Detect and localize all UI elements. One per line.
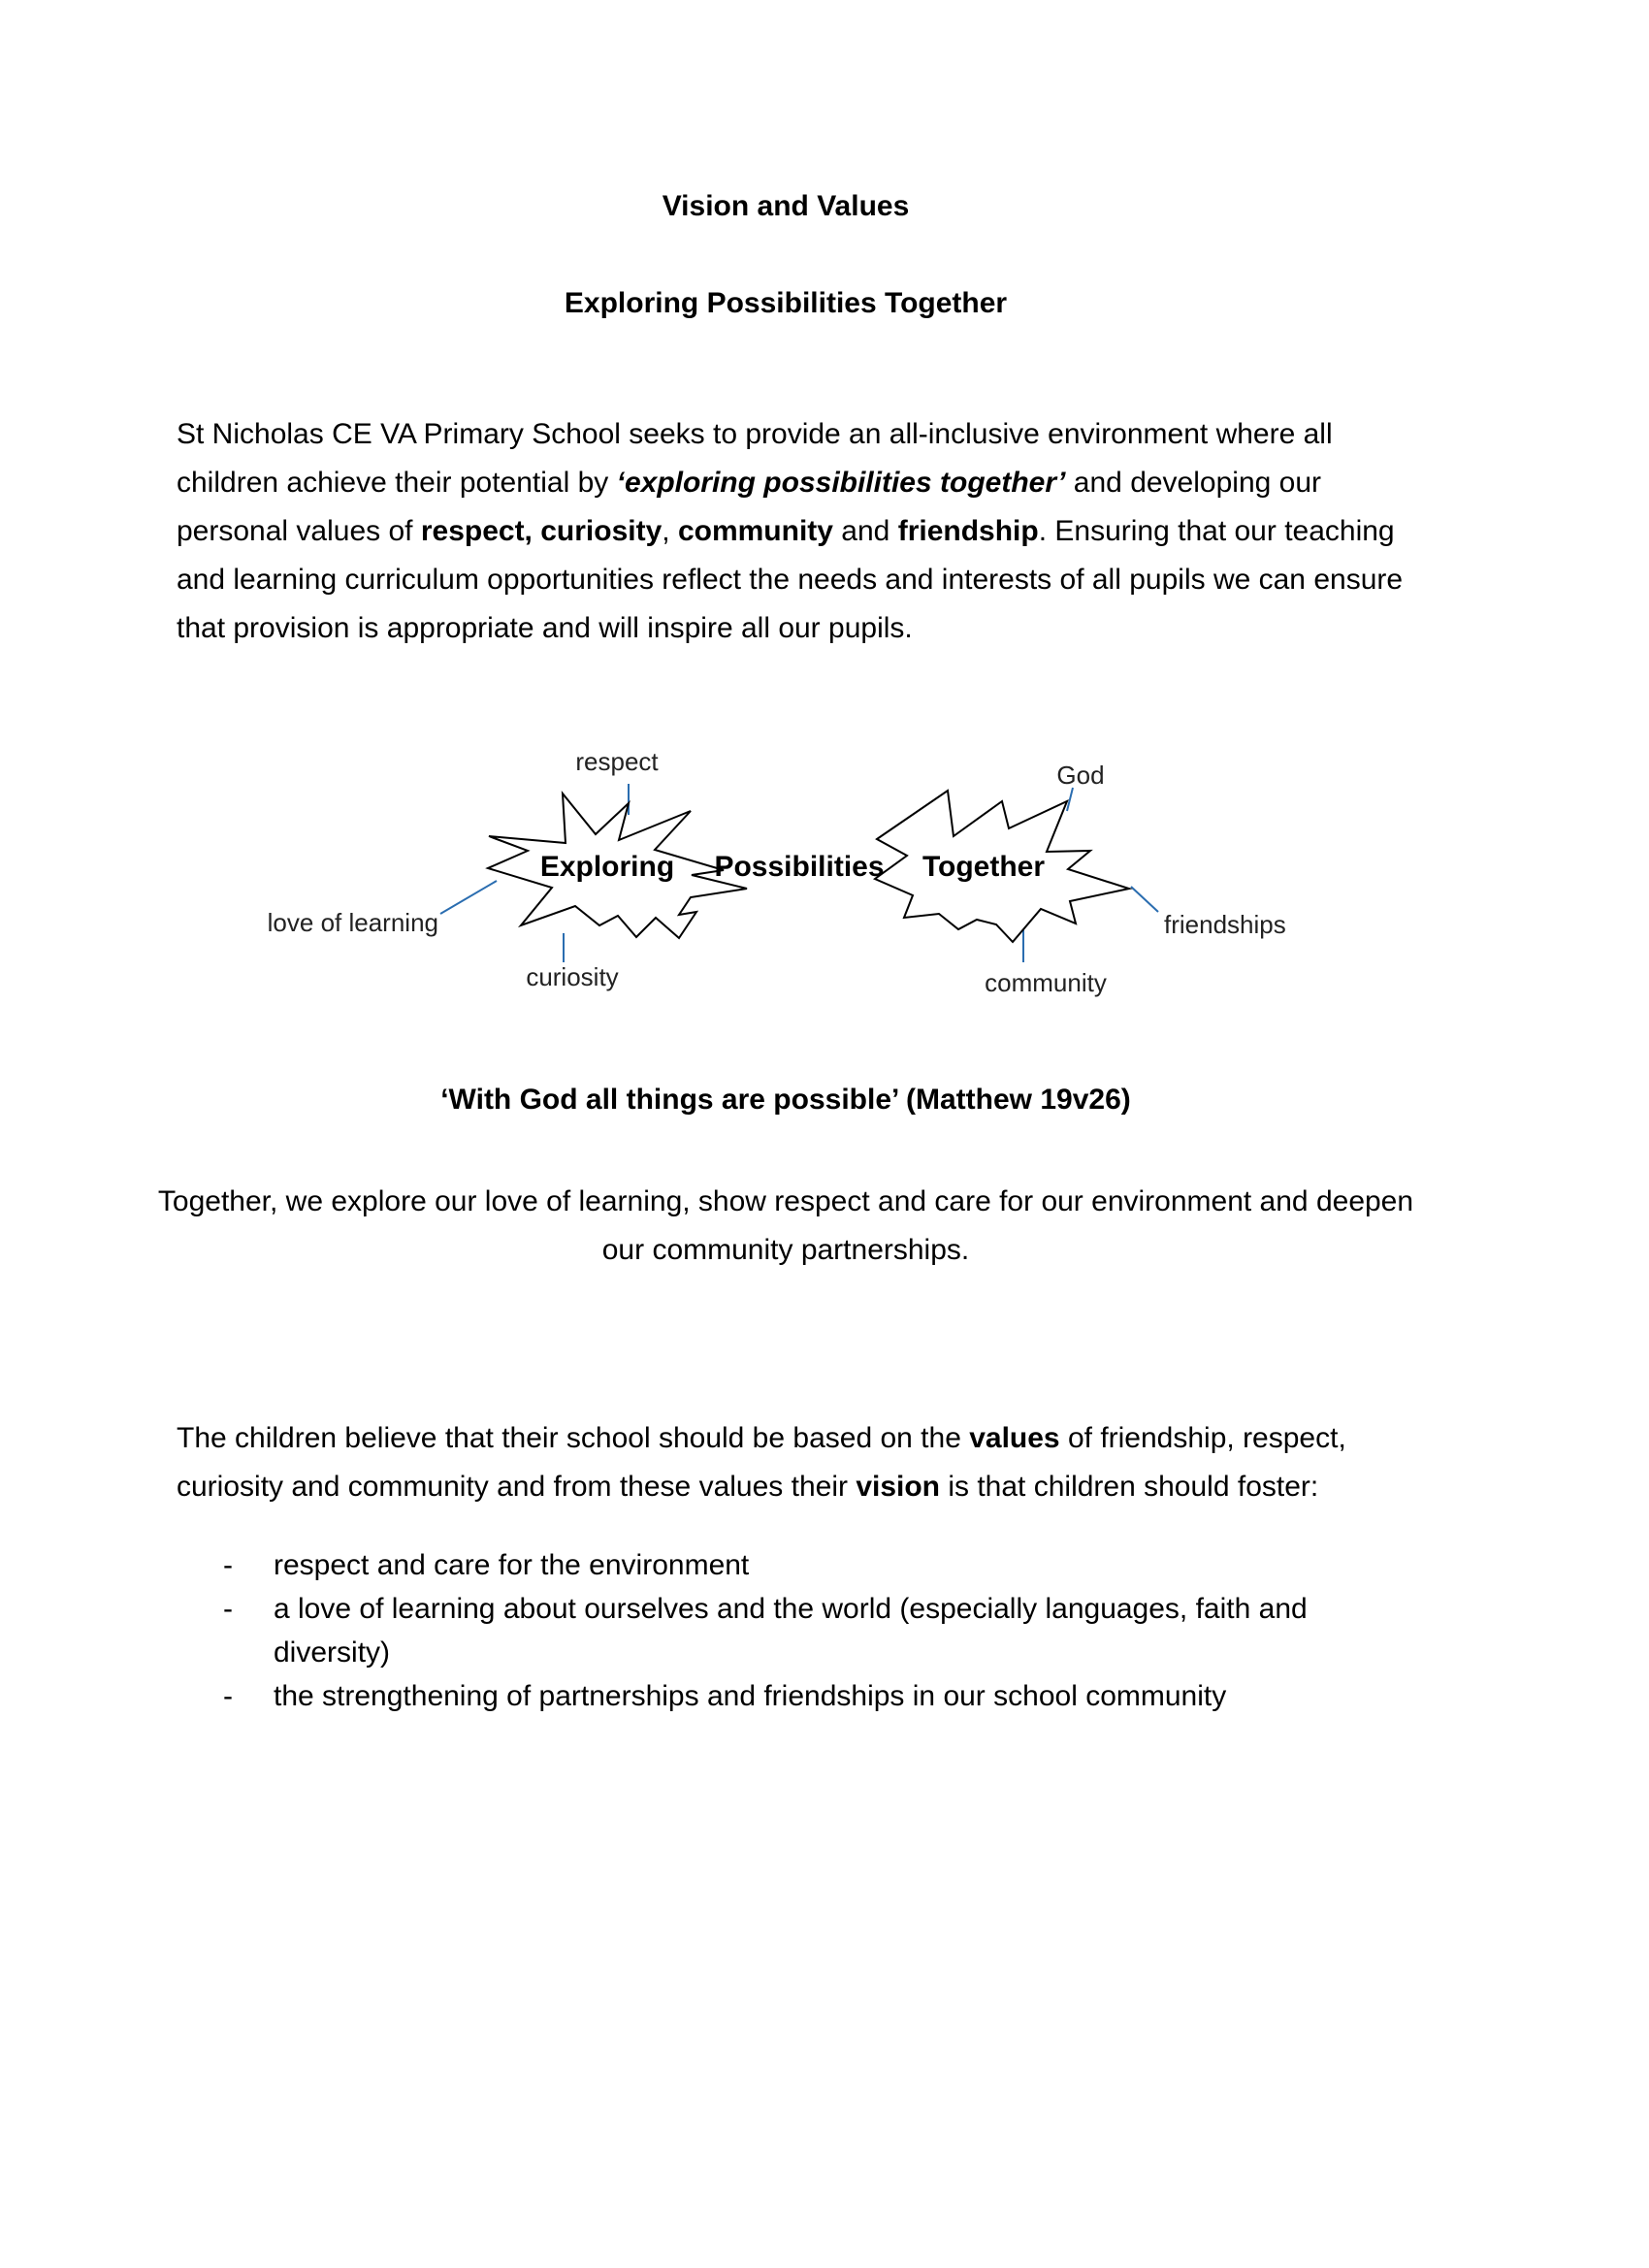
- intro-bold-2: community: [677, 515, 833, 547]
- list-item: [223, 1543, 1387, 1587]
- connector-god: [1067, 788, 1073, 811]
- connector-friendships: [1131, 887, 1158, 912]
- diagram-word-exploring: Exploring: [539, 851, 675, 883]
- children-text-3: is that children should foster:: [940, 1471, 1319, 1503]
- list-item-text: respect and care for the environment: [274, 1549, 750, 1581]
- intro-text-3: . Ensuring that our teaching and learning curriculum opportunities reflect the needs and interests of all pupils we can ensure that provision is appropriate and will inspire all our pupils.: [177, 515, 1404, 644]
- bible-quote: ‘With God all things are possible’ (Matthew 19v26): [440, 1084, 1131, 1116]
- children-text-2: of friendship, respect, curiosity and community and from these values their: [177, 1422, 1346, 1503]
- children-bold-values: values: [969, 1422, 1060, 1454]
- diagram-word-possibilities: Possibilities: [714, 851, 885, 883]
- intro-text-2: and developing our personal values of: [177, 467, 1322, 547]
- together-paragraph: Together, we explore our love of learning, show respect and care for our environment and deepen our community partnerships.: [157, 1185, 1414, 1266]
- label-respect: respect: [575, 747, 659, 776]
- list-dash: -: [223, 1593, 233, 1625]
- intro-comma: ,: [662, 515, 678, 547]
- list-item-text: a love of learning about ourselves and the world (especially languages, faith and diversity): [274, 1593, 1308, 1669]
- label-god: God: [1056, 761, 1105, 790]
- intro-bold-1: respect, curiosity: [420, 515, 663, 547]
- children-bold-vision: vision: [856, 1471, 941, 1503]
- label-love-of-learning: love of learning: [267, 908, 438, 937]
- intro-bold-3: friendship: [897, 515, 1039, 547]
- foster-list: [223, 1543, 1387, 1718]
- children-text-1: The children believe that their school should be based on the: [177, 1422, 970, 1454]
- motto-heading: Exploring Possibilities Together: [564, 287, 1008, 319]
- intro-text-1: St Nicholas CE VA Primary School seeks to provide an all-inclusive environment where all children achieve their potential by: [177, 418, 1333, 499]
- connector-love-of-learning: [440, 881, 497, 914]
- page-title: Vision and Values: [662, 190, 910, 222]
- values-diagram: [0, 0, 1649, 1067]
- intro-and: and: [832, 515, 898, 547]
- diagram-word-together: Together: [922, 851, 1046, 883]
- intro-emphasis: ‘exploring possibilities together’: [616, 467, 1066, 499]
- label-community: community: [985, 968, 1107, 997]
- list-item-text: the strengthening of partnerships and friendships in our school community: [274, 1680, 1227, 1712]
- list-dash: -: [223, 1680, 233, 1712]
- label-friendships: friendships: [1164, 910, 1286, 939]
- list-item: [223, 1587, 1387, 1674]
- label-curiosity: curiosity: [526, 962, 619, 991]
- children-paragraph: [177, 1414, 1438, 1511]
- list-item: [223, 1674, 1387, 1718]
- list-dash: -: [223, 1549, 233, 1581]
